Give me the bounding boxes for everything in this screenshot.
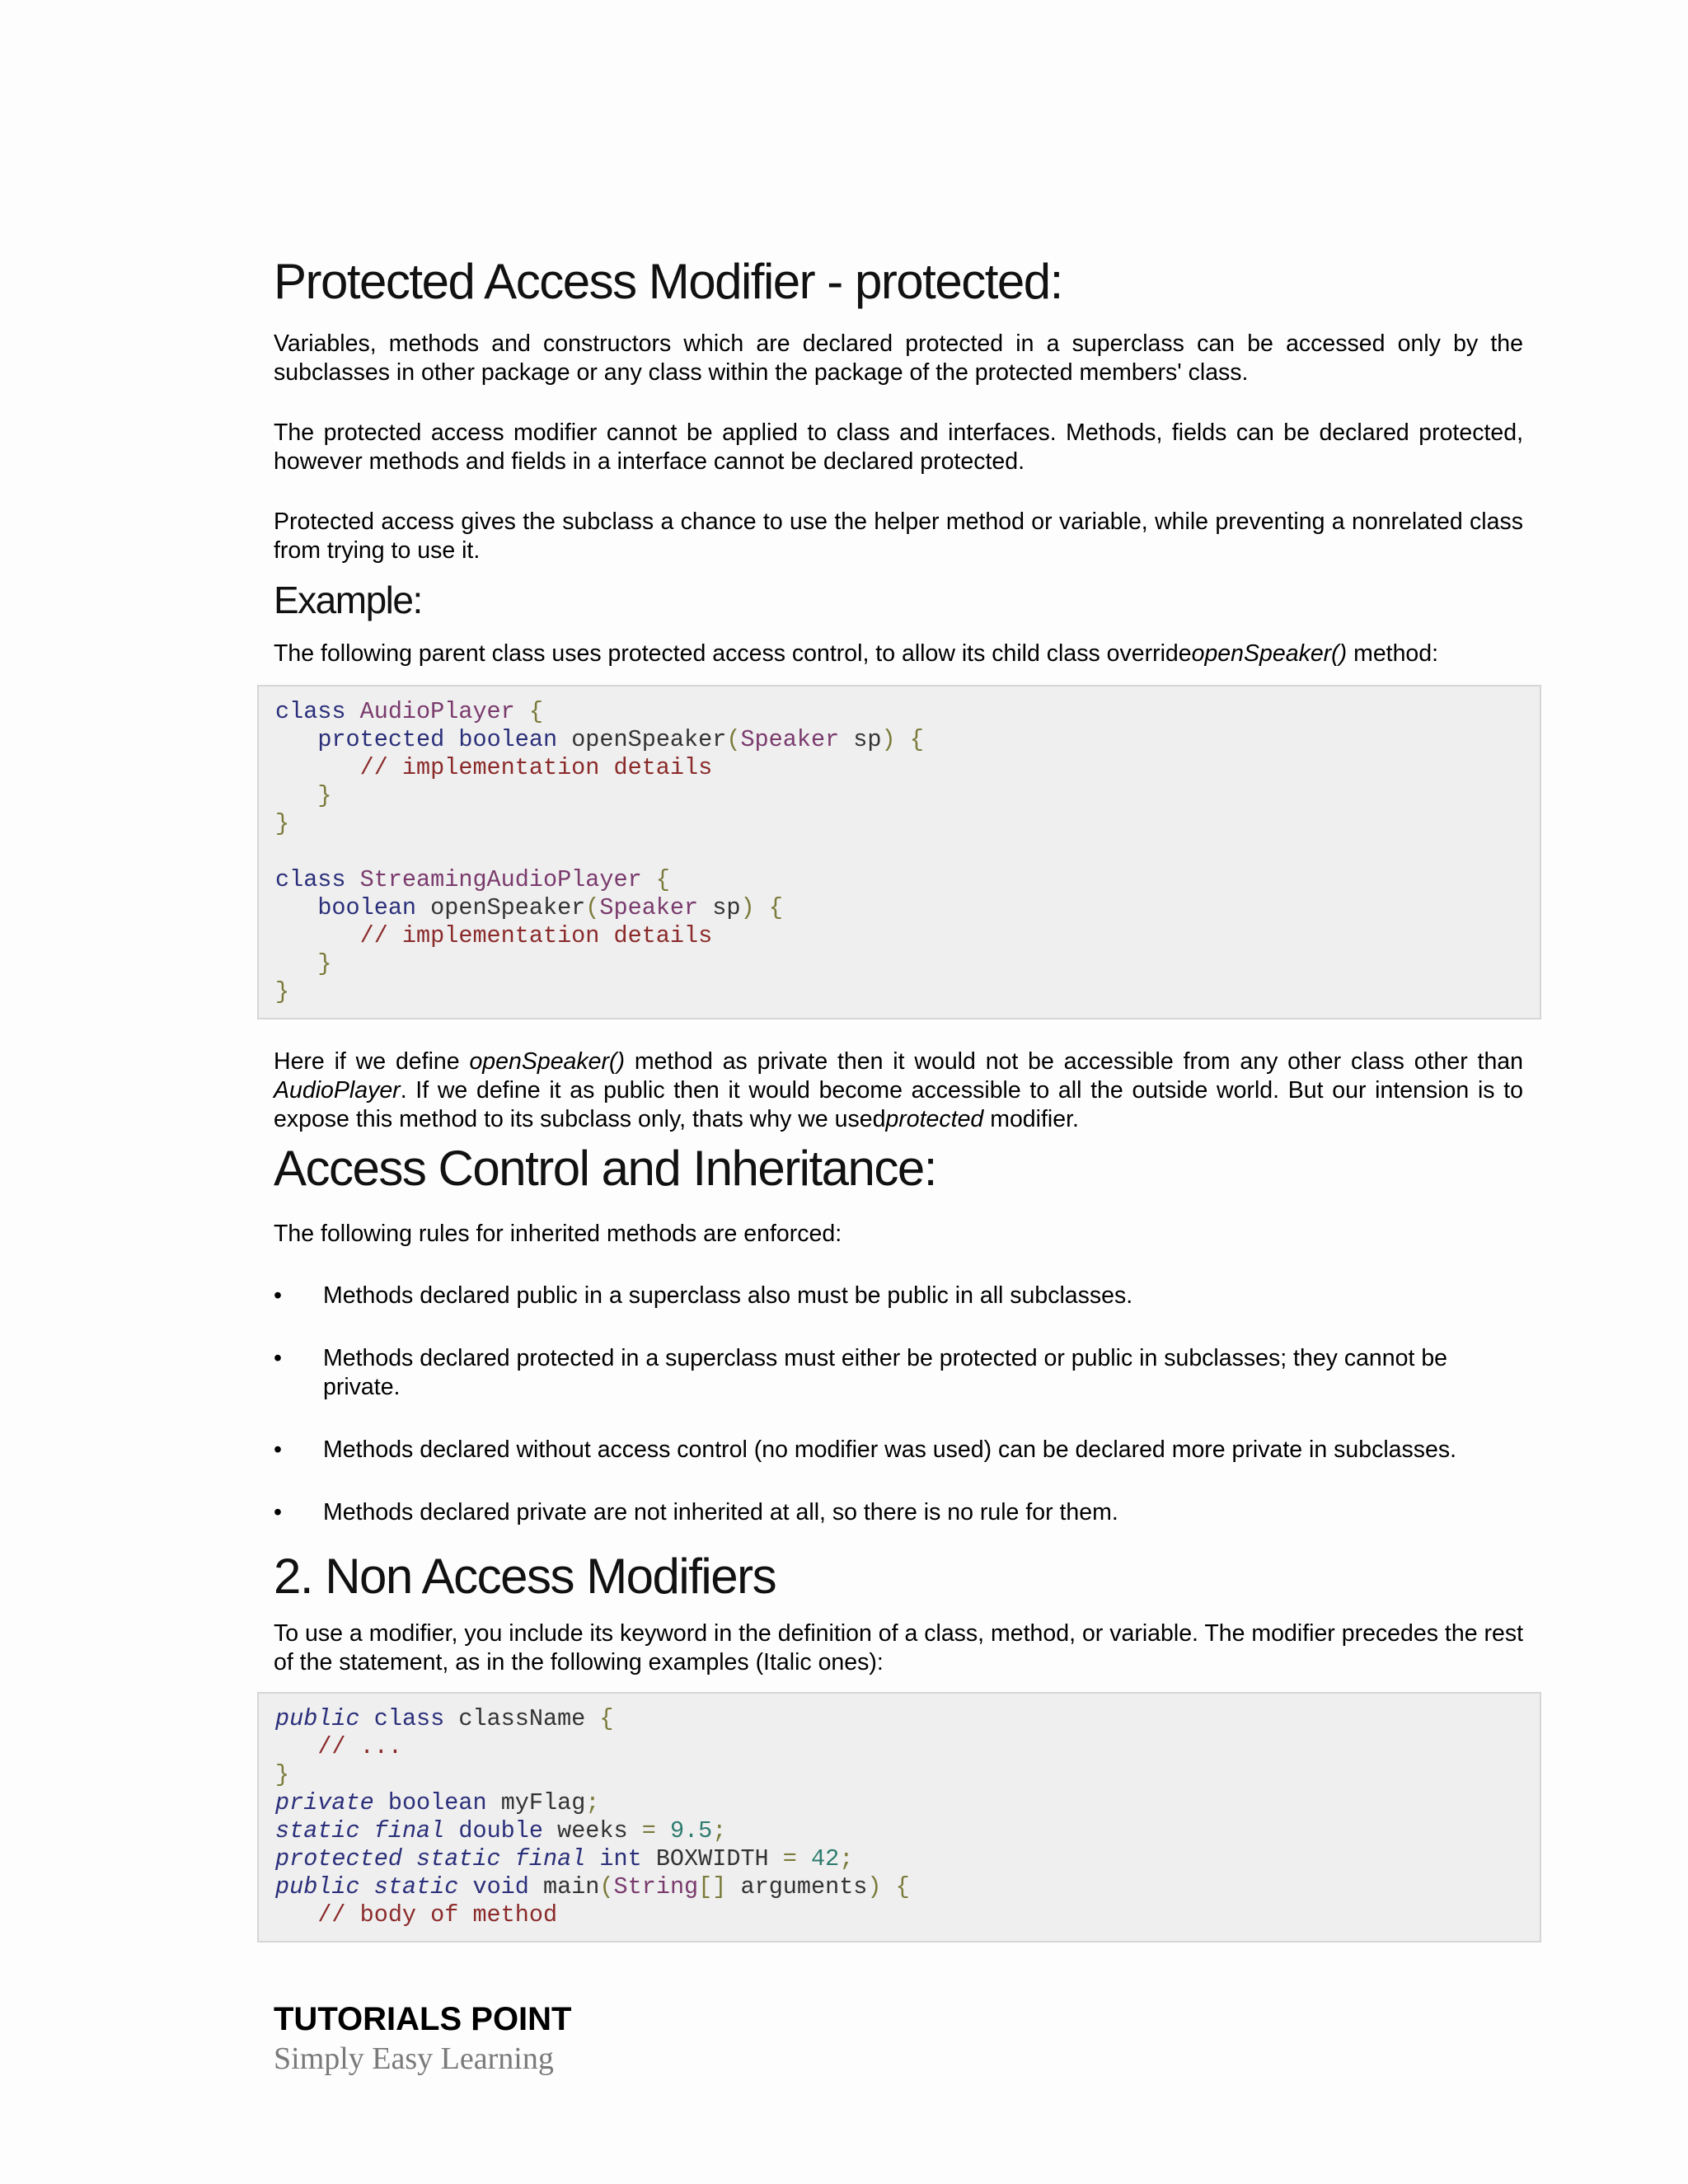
bullet-icon: • xyxy=(274,1282,282,1309)
bullet-icon: • xyxy=(274,1499,282,1526)
code-block-modifiers: public class className { // ... } private boolean myFlag; static final double weeks = 9.5; protected static final int BOXWIDTH = 42; public static void main(String[] arguments) { // body of method xyxy=(257,1692,1541,1943)
list-item: • Methods declared protected in a superclass must either be protected or public in subclasses; they cannot be private. xyxy=(274,1345,1448,1400)
list-item: • Methods declared without access control (no modifier was used) can be declared more private in subclasses. xyxy=(274,1436,1457,1463)
code-block-audioplayer: class AudioPlayer { protected boolean openSpeaker(Speaker sp) { // implementation details } } class StreamingAudioPlayer { boolean openSpeaker(Speaker sp) { // implementation details } } xyxy=(257,685,1541,1019)
explanation-paragraph: Here if we define openSpeaker() method as private then it would not be accessible from any other class other than AudioPlayer. If we define it as public then it would become accessible to all the outside world. But our intension is to expose this method to its subclass only, thats why we usedprotected modifier. xyxy=(274,1048,1523,1132)
list-item: • Methods declared public in a superclass also must be public in all subclasses. xyxy=(274,1282,1133,1309)
paragraph-protected-2: The protected access modifier cannot be applied to class and interfaces. Methods, fields can be declared protected, however methods and fields in a interface cannot be declared protected. xyxy=(274,419,1523,475)
example-intro: The following parent class uses protected access control, to allow its child class overrideopenSpeaker() method: xyxy=(274,640,1439,667)
section-heading-inheritance: Access Control and Inheritance: xyxy=(274,1141,936,1196)
footer-brand: TUTORIALS POINT xyxy=(274,2001,572,2037)
section-heading-non-access: 2. Non Access Modifiers xyxy=(274,1549,776,1604)
footer-tagline: Simply Easy Learning xyxy=(274,2041,554,2076)
section-heading-protected: Protected Access Modifier - protected: xyxy=(274,254,1062,309)
inheritance-rules-list xyxy=(274,1282,1523,1527)
list-item: • Methods declared private are not inherited at all, so there is no rule for them. xyxy=(274,1499,1118,1526)
bullet-icon: • xyxy=(274,1345,282,1371)
document-page xyxy=(274,247,1523,1943)
page-footer xyxy=(274,1999,571,2078)
inheritance-intro: The following rules for inherited methods are enforced: xyxy=(274,1221,842,1247)
example-heading: Example: xyxy=(274,579,422,621)
paragraph-protected-3: Protected access gives the subclass a chance to use the helper method or variable, while preventing a nonrelated class from trying to use it. xyxy=(274,509,1523,564)
non-access-intro: To use a modifier, you include its keyword in the definition of a class, method, or variable. The modifier precedes the rest of the statement, as in the following examples (Italic ones): xyxy=(274,1620,1523,1675)
bullet-icon: • xyxy=(274,1436,282,1463)
paragraph-protected-1: Variables, methods and constructors which are declared protected in a superclass can be accessed only by the subclasses in other package or any class within the package of the protected members' class. xyxy=(274,330,1523,386)
